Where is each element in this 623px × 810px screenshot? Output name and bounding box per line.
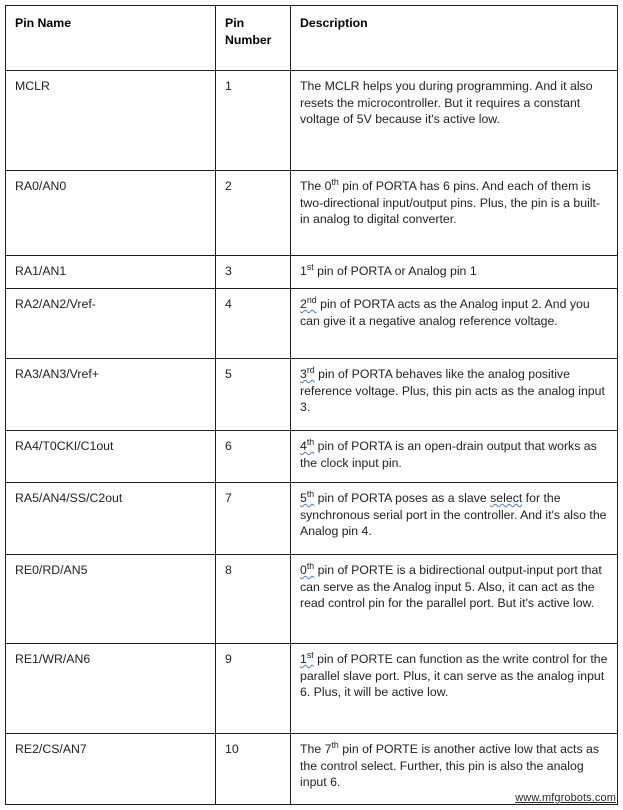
column-header-description: Description [291, 6, 618, 71]
table-row [6, 555, 618, 644]
cell-pin-name: RA0/AN0 [6, 171, 216, 256]
cell-pin-name: RA1/AN1 [6, 256, 216, 289]
ordinal-suffix: th [306, 488, 315, 499]
ordinal-suffix: st [306, 261, 314, 272]
table-row [6, 256, 618, 289]
ordinal-number: 0th [300, 560, 315, 577]
table-row [6, 483, 618, 555]
cell-pin-number: 6 [216, 431, 291, 483]
table-header-row [6, 6, 618, 71]
ordinal-number: 5th [300, 488, 315, 505]
cell-description: 3rd pin of PORTA behaves like the analog positive reference voltage. Plus, this pin acts as the analog input 3. [291, 359, 618, 431]
ordinal-number: 3rd [300, 364, 315, 381]
cell-pin-number: 4 [216, 289, 291, 359]
table-row [6, 359, 618, 431]
ordinal-number: 2nd [300, 294, 317, 311]
document-page [5, 5, 617, 805]
ordinal-number: 4th [300, 436, 315, 453]
cell-pin-number: 9 [216, 644, 291, 734]
table-body [6, 71, 618, 805]
ordinal-number: 7th [324, 739, 339, 756]
ordinal-number: 0th [324, 176, 339, 193]
cell-pin-name: RE1/WR/AN6 [6, 644, 216, 734]
ordinal-suffix: nd [306, 294, 317, 305]
ordinal-suffix: th [331, 739, 339, 750]
cell-pin-number: 2 [216, 171, 291, 256]
column-header-pin-number [216, 6, 291, 71]
column-header-pin-number-line1: Pin [225, 16, 245, 30]
cell-description: 1st pin of PORTA or Analog pin 1 [291, 256, 618, 289]
cell-pin-name: RA4/T0CKI/C1out [6, 431, 216, 483]
ordinal-suffix: th [306, 560, 315, 571]
cell-description: 5th pin of PORTA poses as a slave select for the synchronous serial port in the controller. And it's also the Analog pin 4. [291, 483, 618, 555]
cell-description: 4th pin of PORTA is an open-drain output that works as the clock input pin. [291, 431, 618, 483]
cell-pin-name: MCLR [6, 71, 216, 171]
cell-pin-name: RA3/AN3/Vref+ [6, 359, 216, 431]
ordinal-suffix: rd [306, 364, 315, 375]
ordinal-suffix: th [331, 176, 339, 187]
cell-pin-name: RA2/AN2/Vref- [6, 289, 216, 359]
column-header-pin-name: Pin Name [6, 6, 216, 71]
table-header [6, 6, 618, 71]
cell-pin-number: 7 [216, 483, 291, 555]
cell-description: 2nd pin of PORTA acts as the Analog input 2. And you can give it a negative analog reference voltage. [291, 289, 618, 359]
cell-pin-number: 10 [216, 734, 291, 805]
cell-pin-name: RE2/CS/AN7 [6, 734, 216, 805]
cell-description: The 0th pin of PORTA has 6 pins. And each of them is two-directional input/output pins. Plus, the pin is a built-in analog to digital converter. [291, 171, 618, 256]
table-row [6, 289, 618, 359]
ordinal-suffix: th [306, 436, 315, 447]
column-header-pin-number-line2: Number [225, 32, 272, 47]
cell-pin-number: 1 [216, 71, 291, 171]
table-row [6, 71, 618, 171]
cell-description: The 7th pin of PORTE is another active low that acts as the control select. Further, this pin is also the analog input 6. [291, 734, 618, 805]
ordinal-suffix: st [306, 649, 314, 660]
cell-pin-number: 5 [216, 359, 291, 431]
ordinal-number: 1st [300, 649, 314, 666]
cell-pin-name: RE0/RD/AN5 [6, 555, 216, 644]
cell-description: 0th pin of PORTE is a bidirectional output-input port that can serve as the Analog input 5. Also, it can act as the read control pin for the parallel port. But it's active low. [291, 555, 618, 644]
table-row [6, 171, 618, 256]
pin-description-table [5, 5, 618, 805]
cell-pin-number: 8 [216, 555, 291, 644]
table-row [6, 644, 618, 734]
cell-description: 1st pin of PORTE can function as the write control for the parallel slave port. Plus, it can serve as the analog input 6. Plus, it will be active low. [291, 644, 618, 734]
cell-description: The MCLR helps you during programming. And it also resets the microcontroller. But it requires a constant voltage of 5V because it's active low. [291, 71, 618, 171]
cell-pin-name: RA5/AN4/SS/C2out [6, 483, 216, 555]
table-row [6, 431, 618, 483]
flagged-word: select [490, 491, 523, 505]
site-watermark: www.mfgrobots.com [515, 792, 616, 804]
ordinal-number: 1st [300, 261, 314, 278]
cell-pin-number: 3 [216, 256, 291, 289]
